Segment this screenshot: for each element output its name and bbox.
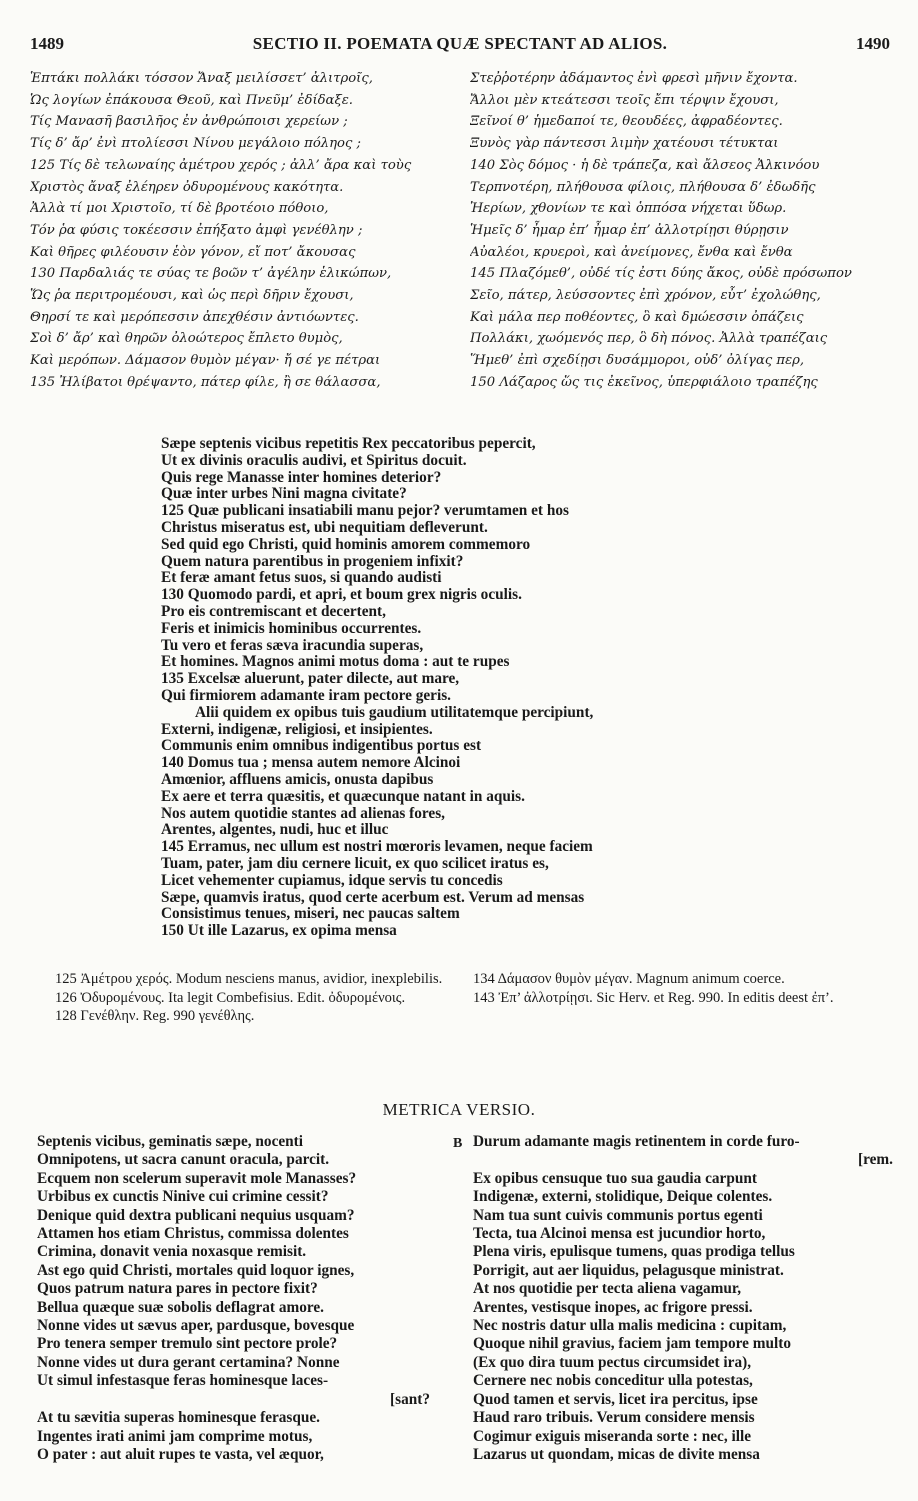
latin-prose-line: Sæpe, quamvis iratus, quod certe acerbum est. Verum ad mensas	[161, 888, 585, 906]
metrical-verse-line: Quoque nihil gravius, faciem jam tempore multo	[473, 1335, 791, 1353]
latin-prose-line: 130 Quomodo pardi, et apri, et boum grex nigris oculis.	[161, 586, 522, 604]
latin-prose-line: Consistimus tenues, miseri, nec paucas saltem	[161, 905, 460, 923]
latin-prose-line: Amœnior, affluens amicis, onusta dapibus	[161, 770, 434, 788]
page-number-left: 1489	[30, 34, 64, 53]
metrical-verse-line: [sant?	[390, 1390, 430, 1408]
running-title: SECTIO II. POEMATA QUÆ SPECTANT AD ALIOS.	[252, 34, 668, 53]
latin-prose-line: Externi, indigenæ, religiosi, et insipientes.	[161, 720, 433, 738]
footnote: 125 Ἀμέτρου χερός. Modum nesciens manus, avidior, inexplebilis.	[55, 971, 443, 987]
greek-verse-line: Καὶ θῆρες φιλέουσιν ἑὸν γόνον, εἴ ποτ’ ἄκουσας	[30, 244, 356, 260]
latin-prose-line: Qui firmiorem adamante iram pectore geris.	[161, 686, 451, 704]
latin-prose-line: Pro eis contremiscant et decertent,	[161, 602, 386, 620]
latin-prose-line: Alii quidem ex opibus tuis gaudium utilitatemque percipiunt,	[195, 703, 594, 721]
metrical-verse-line: Ex opibus censuque tuo sua gaudia carpunt	[473, 1169, 757, 1187]
metrical-verse-line: [rem.	[858, 1151, 893, 1169]
metrical-verse-line: Nonne vides ut sævus aper, pardusque, bovesque	[37, 1317, 355, 1335]
metrical-verse-line: Ingentes irati animi jam comprime motus,	[37, 1427, 313, 1445]
latin-prose-line: 135 Excelsæ aluerunt, pater dilecte, aut mare,	[161, 670, 460, 688]
latin-prose-line: Christus miseratus est, ubi nequitiam defleverunt.	[161, 518, 488, 536]
column-marker: B	[453, 1136, 463, 1151]
metrical-verse-line: Nam tua sunt cuivis communis portus egenti	[473, 1206, 763, 1224]
metrical-verse-line: Crimina, donavit venia noxasque remisit.	[37, 1243, 307, 1261]
footnote: 134 Δάμασον θυμὸν μέγαν. Magnum animum coerce.	[473, 971, 785, 987]
latin-prose-line: 150 Ut ille Lazarus, ex opima mensa	[161, 922, 397, 940]
metrical-verse-line: Omnipotens, ut sacra canunt oracula, parcit.	[37, 1151, 330, 1169]
greek-verse-line: Ἥμεθ’ ἐπὶ σχεδίῃσι δυσάμμοροι, οὐδ’ ὀλίγας περ,	[470, 353, 805, 369]
footnote: 126 Ὀδυρομένους. Ita legit Combefisius. Edit. ὀδυρομένοις.	[55, 989, 406, 1006]
metrical-verse-line: O pater : aut aluit rupes te vasta, vel æquor,	[37, 1445, 324, 1463]
latin-prose-line: Feris et inimicis hominibus occurrentes.	[161, 619, 422, 637]
greek-verse-line: Τερπνοτέρη, πλήθουσα φίλοις, πλήθουσα δ’ ἐδωδῆς	[470, 179, 816, 195]
latin-prose-line: Et homines. Magnos animi motus doma : aut te rupes	[161, 653, 510, 671]
metrica-versio-heading: METRICA VERSIO.	[382, 1100, 536, 1119]
greek-verse-line: 150 Λάζαρος ὥς τις ἐκεῖνος, ὑπερφιάλοιο τραπέζης	[470, 374, 818, 390]
latin-prose-line: Nos autem quotidie stantes ad alienas fores,	[161, 804, 445, 822]
latin-prose-line: Sæpe septenis vicibus repetitis Rex peccatoribus pepercit,	[161, 435, 536, 452]
metrical-verse-line: Cernere nec nobis conceditur ulla potestas,	[473, 1372, 753, 1390]
metrical-verse-line: Cogimur exiguis miseranda sorte : nec, ille	[473, 1427, 752, 1445]
greek-verse-line: Αὐαλέοι, κρυεροὶ, καὶ ἀνείμονες, ἔνθα καὶ ἔνθα	[470, 244, 793, 260]
latin-prose-line: Quæ inter urbes Nini magna civitate?	[161, 485, 407, 503]
latin-prose-line: 125 Quæ publicani insatiabili manu pejor? verumtamen et hos	[161, 502, 569, 520]
metrical-verse-line: Pro tenera semper tremulo sint pectore prole?	[37, 1335, 338, 1353]
metrical-verse-line: Plena viris, epulisque tumens, quas prodiga tellus	[473, 1243, 795, 1261]
metrical-verse-line: Arentes, vestisque inopes, ac frigore pressi.	[473, 1298, 753, 1316]
greek-verse-line: 125 Τίς δὲ τελωναίης ἀμέτρου χερός ; ἀλλ’ ἄρα καὶ τοὺς	[30, 157, 412, 173]
greek-verse-line: Σοὶ δ’ ἄρ’ καὶ θηρῶν ὀλοώτερος ἔπλετο θυμὸς,	[30, 331, 343, 347]
greek-verse-line: Ὥς ῥα περιτρομέουσι, καὶ ὡς περὶ δῆριν ἔχουσι,	[30, 288, 354, 304]
latin-prose-line: Arentes, algentes, nudi, huc et illuc	[161, 821, 389, 839]
greek-text-right-column	[470, 68, 895, 394]
metrical-verse-line: Ut simul infestasque feras hominesque laces-	[37, 1372, 329, 1390]
latin-prose-line: Ut ex divinis oraculis audivi, et Spiritus docuit.	[161, 451, 467, 469]
greek-verse-line: Θηρσί τε καὶ μερόπεσσιν ἀπεχθέσιν ἀντιόωντες.	[30, 309, 359, 325]
latin-translation	[161, 436, 741, 940]
greek-verse-line: Ἠερίων, χθονίων τε καὶ ὁππόσα νήχεται ὕδωρ.	[470, 201, 787, 217]
latin-prose-line: 140 Domus tua ; mensa autem nemore Alcinoi	[161, 754, 461, 772]
greek-verse-line: Ἀλλὰ τί μοι Χριστοῖο, τί δὲ βροτέοιο πόθοιο,	[30, 201, 329, 217]
metrical-verse-line: Septenis vicibus, geminatis sæpe, nocenti	[37, 1133, 304, 1150]
latin-prose-line: Tu vero et feras sæva iracundia superas,	[161, 636, 424, 654]
metrical-verse-line: Ecquem non scelerum superavit mole Manasses?	[37, 1169, 357, 1187]
greek-verse-line: Ξεῖνοί θ’ ἡμεδαποί τε, θεουδέες, ἀφραδέοντες.	[470, 114, 783, 130]
greek-verse-line: Στεῤῥοτέρην ἀδάμαντος ἐνὶ φρεσὶ μῆνιν ἔχοντα.	[470, 71, 798, 86]
footnote: 128 Γενέθλην. Reg. 990 γενέθλης.	[55, 1008, 255, 1024]
footnotes-left-column	[55, 970, 455, 1026]
latin-prose-line: Quem natura parentibus in progeniem infixit?	[161, 552, 464, 570]
greek-verse-line: Τίς Μανασῆ βασιλῆος ἐν ἀνθρώποισι χερείων ;	[30, 114, 348, 130]
metrical-verse-line: Haud raro tribuis. Verum considere mensis	[473, 1409, 755, 1427]
metrical-verse-line: Quod tamen et servis, licet ira percitus, ipse	[473, 1390, 758, 1408]
greek-verse-line: 145 Πλαζόμεθ’, οὐδέ τίς ἐστι δύης ἄκος, οὐδὲ πρόσωπον	[470, 266, 852, 282]
metrical-verse-line: Porrigit, aut aer liquidus, pelagusque ministrat.	[473, 1261, 784, 1279]
greek-verse-line: Ἡμεῖς δ’ ἦμαρ ἐπ’ ἦμαρ ἐπ’ ἀλλοτρίῃσι θύρῃσιν	[470, 222, 789, 238]
greek-verse-line: Ξυνὸς γὰρ πάντεσσι λιμὴν χατέουσι τέτυκται	[470, 136, 779, 152]
greek-verse-line: Τίς δ’ ἄρ’ ἐνὶ πτολίεσσι Νίνου μεγάλοιο πόληος ;	[30, 136, 361, 152]
latin-prose-line: Ex aere et terra quæsitis, et quæcunque natant in aquis.	[161, 787, 525, 805]
metrical-verse-line: Indigenæ, externi, stolidique, Deique colentes.	[473, 1188, 773, 1206]
greek-verse-line: Σεῖο, πάτερ, λεύσσοντες ἐπὶ χρόνον, εὖτ’ ἐχολώθης,	[470, 288, 821, 304]
metrical-verse-line: (Ex quo dira tuum pectus circumsidet ira),	[473, 1353, 752, 1371]
footnote: 143 Ἐπ’ ἀλλοτρίῃσι. Sic Herv. et Reg. 990. In editis deest ἐπ’.	[473, 989, 834, 1006]
greek-verse-line: Ἄλλοι μὲν κτεάτεσσι τεοῖς ἔπι τέρψιν ἔχουσι,	[470, 92, 779, 108]
latin-prose-line: Tuam, pater, jam diu cernere licuit, ex quo scilicet iratus es,	[161, 854, 549, 872]
metrical-verse-line: Urbibus ex cunctis Ninive cui crimine cessit?	[37, 1188, 329, 1206]
metrical-version-left-column	[37, 1133, 462, 1464]
greek-verse-line: Ἑπτάκι πολλάκι τόσσον Ἄναξ μειλίσσετ’ ἀλιτροῖς,	[30, 71, 373, 86]
metrical-verse-line: Tecta, tua Alcinoi mensa est jucundior horto,	[473, 1225, 766, 1243]
metrical-verse-line: Nonne vides ut dura gerant certamina? Nonne	[37, 1353, 340, 1371]
metrical-verse-line: Bellua quæque suæ sobolis deflagrat amore.	[37, 1298, 324, 1316]
greek-verse-line: 130 Παρδαλιάς τε σύας τε βοῶν τ’ ἀγέλην ἑλικώπων,	[30, 266, 392, 282]
metrical-verse-line: Nec nostris datur ulla malis medicina : cupitam,	[473, 1317, 787, 1335]
page-header	[30, 34, 890, 56]
metrical-verse-line: Quos patrum natura pares in pectore fixit?	[37, 1280, 318, 1298]
latin-prose-line: Quis rege Manasse inter homines deterior?	[161, 468, 442, 486]
metrical-version-right-column	[473, 1133, 903, 1464]
footnotes-right-column	[473, 970, 898, 1007]
greek-verse-line: Καὶ μάλα περ ποθέοντες, ὃ καὶ δμώεσσιν ὀπάζεις	[470, 309, 804, 325]
metrical-verse-line: Attamen hos etiam Christus, commissa dolentes	[37, 1225, 349, 1243]
greek-verse-line: Ὡς λογίων ἐπάκουσα Θεοῦ, καὶ Πνεῦμ’ ἐδίδαξε.	[30, 92, 353, 108]
greek-verse-line: Πολλάκι, χωόμενός περ, ὃ δὴ πόνος. Ἀλλὰ τραπέζαις	[470, 331, 828, 347]
greek-verse-line: Τόν ῥα φύσις τοκέεσσιν ἐπήξατο ἀμφὶ γενέθλην ;	[30, 222, 363, 238]
metrical-verse-line: At nos quotidie per tecta aliena vagamur,	[473, 1280, 742, 1298]
greek-verse-line: 135 Ἠλίβατοι θρέψαντο, πάτερ φίλε, ἢ σε θάλασσα,	[30, 374, 381, 390]
metrical-verse-line: Denique quid dextra publicani nequius usquam?	[37, 1206, 355, 1224]
greek-verse-line: 140 Σὸς δόμος · ἡ δὲ τράπεζα, καὶ ἄλσεος Ἀλκινόου	[470, 157, 820, 173]
latin-prose-line: Et feræ amant fetus suos, si quando audisti	[161, 569, 442, 587]
latin-prose-line: 145 Erramus, nec ullum est nostri mœroris levamen, neque faciem	[161, 838, 593, 856]
greek-verse-line: Χριστὸς ἄναξ ἐλέηρεν ὀδυρομένους κακότητα.	[30, 179, 344, 195]
greek-verse-line: Καὶ μερόπων. Δάμασον θυμὸν μέγαν· ἤ σέ γε πέτραι	[30, 353, 381, 369]
metrical-verse-line: At tu sævitia superas hominesque ferasque.	[37, 1409, 321, 1427]
latin-prose-line: Licet vehementer cupiamus, idque servis tu concedis	[161, 871, 503, 889]
latin-prose-line: Sed quid ego Christi, quid hominis amorem commemoro	[161, 535, 531, 553]
greek-text-left-column	[30, 68, 455, 394]
metrical-verse-line: Durum adamante magis retinentem in corde furo-	[473, 1133, 800, 1150]
metrical-verse-line: Lazarus ut quondam, micas de divite mensa	[473, 1445, 760, 1463]
page-number-right: 1490	[856, 34, 890, 53]
latin-prose-line: Communis enim omnibus indigentibus portus est	[161, 737, 482, 755]
metrical-verse-line: Ast ego quid Christi, mortales quid loquor ignes,	[37, 1261, 355, 1279]
